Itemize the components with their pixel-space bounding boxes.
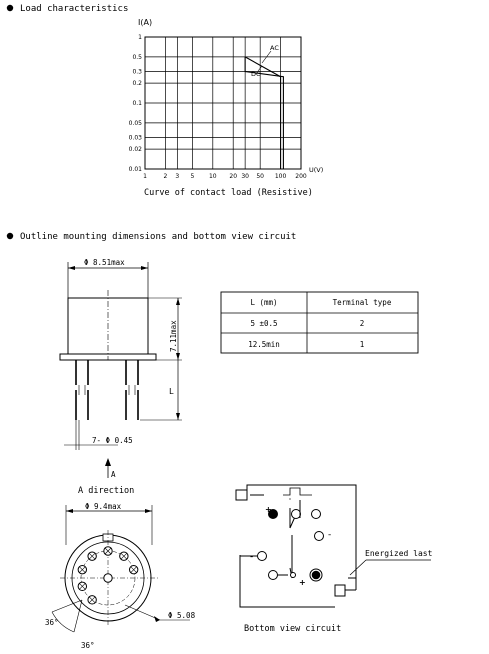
dim-lead-length: L bbox=[169, 387, 174, 396]
circuit-caption: Bottom view circuit bbox=[244, 624, 342, 634]
table-cell: 1 bbox=[359, 340, 365, 349]
polarity-plus: + bbox=[265, 505, 272, 514]
x-tick-label: 2 bbox=[163, 173, 168, 180]
section-bullet bbox=[7, 233, 13, 239]
x-axis-label: U(V) bbox=[309, 166, 324, 174]
terminal bbox=[315, 532, 324, 541]
dim-phi-bottom: Φ 9.4max bbox=[85, 502, 122, 511]
y-tick-labels bbox=[129, 34, 143, 173]
x-tick-label: 5 bbox=[190, 173, 195, 180]
x-tick-label: 50 bbox=[256, 173, 265, 180]
y-tick-label: 0.1 bbox=[132, 100, 142, 107]
pin-hole bbox=[104, 574, 112, 582]
y-tick-label: 0.5 bbox=[132, 53, 142, 61]
dim-pcd: Φ 5.08 bbox=[168, 611, 196, 620]
terminal-small bbox=[291, 573, 296, 578]
table-header-l: L (mm) bbox=[250, 298, 278, 307]
latch-symbol bbox=[283, 488, 312, 495]
y-tick-label: 0.2 bbox=[132, 80, 142, 88]
chart-grid bbox=[145, 37, 301, 169]
y-tick-label: 0.01 bbox=[128, 166, 142, 173]
table-header-terminal: Terminal type bbox=[332, 298, 392, 307]
coil-symbol bbox=[335, 585, 345, 596]
load-chart bbox=[129, 18, 324, 198]
y-tick-label: 0.3 bbox=[132, 68, 142, 76]
x-tick-label: 20 bbox=[229, 173, 238, 180]
polarity-plus: + bbox=[299, 578, 306, 587]
series-label-dc: DC bbox=[251, 70, 261, 78]
dim-height: 7.11max bbox=[169, 320, 178, 352]
y-tick-label: 1 bbox=[138, 34, 142, 41]
circuit-wire bbox=[247, 485, 356, 578]
angle-label: 36° bbox=[45, 618, 59, 627]
coil-symbol bbox=[236, 490, 247, 500]
series-label-ac: AC bbox=[270, 44, 279, 52]
side-view-outline bbox=[60, 258, 182, 496]
a-direction-label: A direction bbox=[78, 486, 135, 496]
terminal bbox=[269, 571, 278, 580]
arrow-label: A bbox=[111, 470, 116, 479]
terminal-filled bbox=[312, 571, 320, 579]
terminal bbox=[258, 552, 267, 561]
chart-caption: Curve of contact load (Resistive) bbox=[144, 188, 313, 198]
y-tick-label: 0.05 bbox=[128, 119, 142, 127]
terminal bbox=[292, 510, 301, 519]
table-cell: 2 bbox=[359, 319, 365, 328]
x-tick-label: 10 bbox=[208, 173, 217, 180]
dim-phi-top: Φ 8.51max bbox=[84, 258, 125, 267]
x-tick-label: 200 bbox=[295, 173, 307, 180]
section-heading-load: Load characteristics bbox=[20, 4, 129, 14]
y-axis-label: I(A) bbox=[138, 18, 153, 27]
dim-pins: 7- Φ 0.45 bbox=[92, 436, 133, 445]
bottom-view-pinout bbox=[45, 502, 196, 650]
table-cell: 12.5min bbox=[248, 340, 280, 349]
energized-last-label: Energized last bbox=[365, 549, 433, 558]
polarity-minus: - bbox=[250, 552, 254, 562]
x-tick-label: 3 bbox=[175, 173, 180, 180]
x-tick-label: 100 bbox=[274, 173, 287, 180]
y-tick-label: 0.03 bbox=[128, 134, 142, 142]
section-heading-outline: Outline mounting dimensions and bottom view circuit bbox=[20, 232, 297, 242]
y-tick-label: 0.02 bbox=[128, 146, 142, 154]
table-cell: 5 ±0.5 bbox=[250, 319, 278, 328]
section-bullet bbox=[7, 5, 13, 11]
terminal-table bbox=[221, 292, 418, 353]
polarity-minus: - bbox=[328, 530, 332, 540]
x-tick-labels bbox=[143, 173, 307, 180]
x-tick-label: 1 bbox=[143, 173, 147, 180]
angle-label: 36° bbox=[81, 641, 95, 650]
terminal bbox=[312, 510, 321, 519]
bottom-view-circuit bbox=[236, 485, 431, 607]
x-tick-label: 30 bbox=[241, 173, 249, 180]
